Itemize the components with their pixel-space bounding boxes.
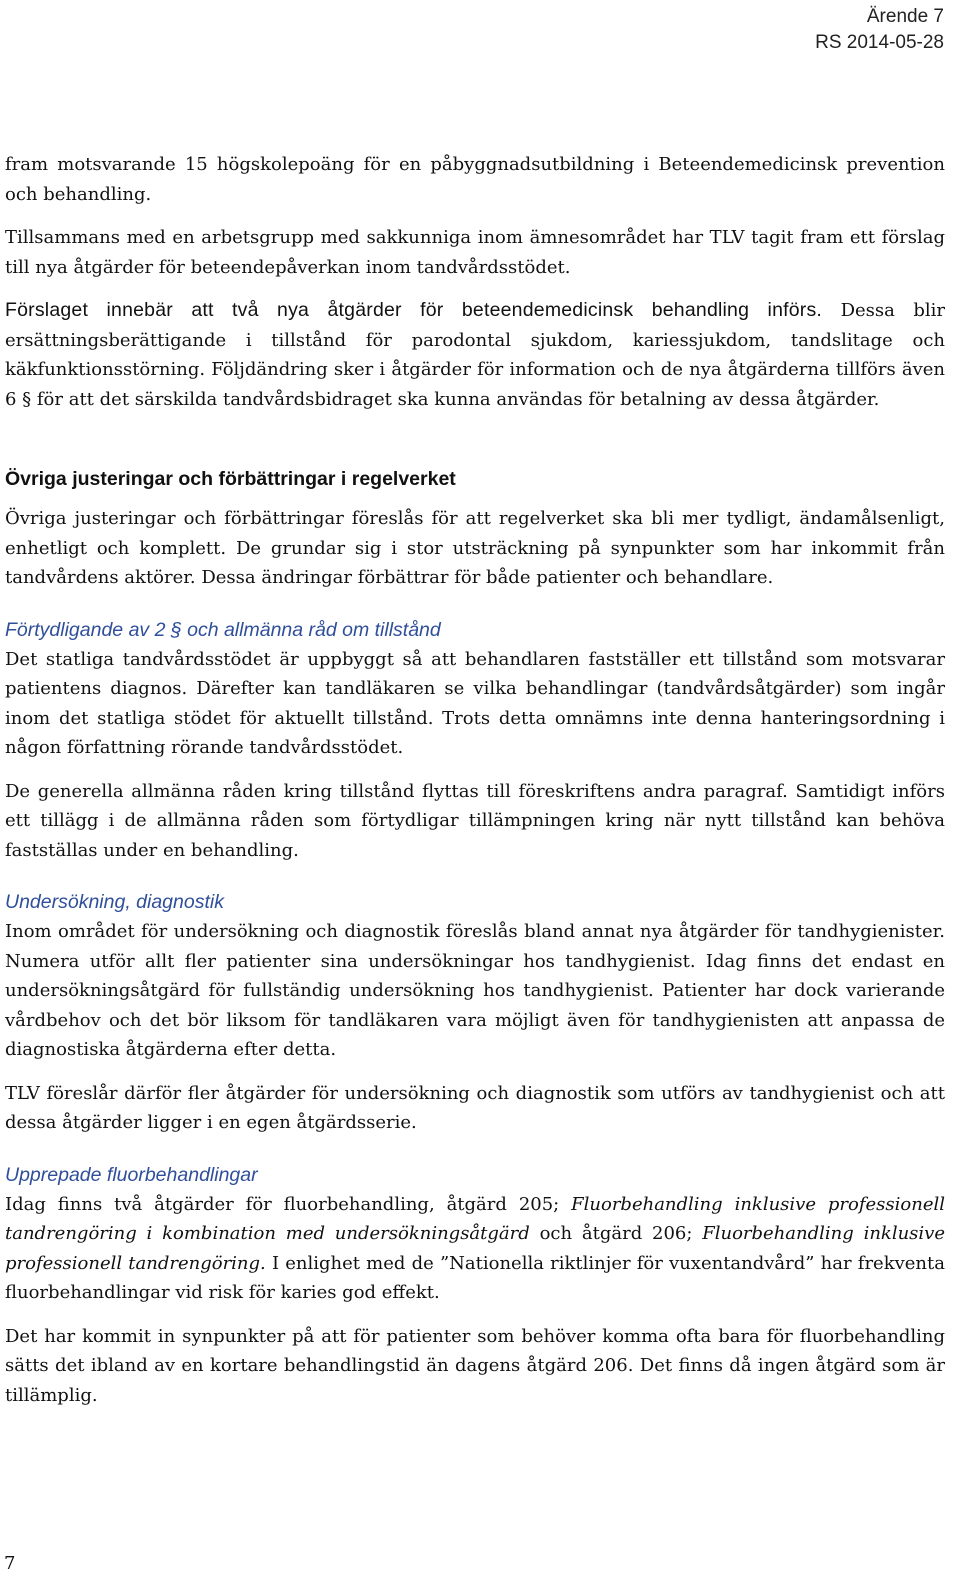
- paragraph: De generella allmänna råden kring tillstånd flyttas till föreskriftens andra paragraf. Samtidigt införs ett tillägg i de allmänna råden som förtydligar tillämpningen kring när nytt tillstånd kan behöva fastställas under en behandling.: [5, 780, 945, 861]
- page-header: [815, 4, 944, 56]
- meeting-date: RS 2014-05-28: [815, 32, 944, 53]
- paragraph-text: Dessa blir ersättningsberättigande i tillstånd för parodontal sjukdom, kariessjukdom, tandslitage och käkfunktionsstörning. Följdändring sker i åtgärder för information och de nya åtgärderna tillförs även 6 § för att det särskilda tandvårdsbidraget ska kunna användas för betalning av dessa åtgärder.: [5, 300, 946, 410]
- italic-text: Fluorbehandling inklusive professionell tandrengöring i kombination med undersökningsåtgärd: [5, 1193, 945, 1244]
- section-heading: Övriga justeringar och förbättringar i regelverket: [5, 468, 456, 490]
- sub-heading: Förtydligande av 2 § och allmänna råd om tillstånd: [5, 618, 441, 641]
- document-body: [5, 150, 945, 1424]
- paragraph: Övriga justeringar och förbättringar föreslås för att regelverket ska bli mer tydligt, ändamålsenligt, enhetligt och komplett. De grundar sig i stor utsträckning på synpunkter som har inkommit från tandvårdens aktörer. Dessa ändringar förbättrar för både patienter och behandlare.: [5, 508, 945, 588]
- paragraph: Inom området för undersökning och diagnostik föreslås bland annat nya åtgärder för tandhygienister. Numera utför allt fler patienter sina undersökningar hos tandhygienist. Idag finns det endast en undersökningsåtgärd för fullständig undersökning hos tandhygienist. Patienter har dock varierande vårdbehov och det bör liksom för tandläkaren vara möjligt även för tandhygienisten att anpassa de diagnostiska åtgärderna efter detta.: [5, 921, 945, 1060]
- case-label: Ärende 7: [866, 6, 944, 27]
- page-number: 7: [4, 1553, 16, 1574]
- paragraph-text: I enlighet med de ”Nationella riktlinjer för vuxentandvård” har frekventa fluorbehandlingar vid risk för karies god effekt.: [5, 1252, 945, 1303]
- paragraph: fram motsvarande 15 högskolepoäng för en påbyggnadsutbildning i Beteendemedicinsk prevention och behandling.: [5, 154, 945, 205]
- italic-text: Fluorbehandling inklusive professionell tandrengöring.: [5, 1223, 945, 1274]
- paragraph: TLV föreslår därför fler åtgärder för undersökning och diagnostik som utförs av tandhygienist och att dessa åtgärder ligger i en egen åtgärdsserie.: [5, 1082, 945, 1133]
- paragraph-text: Idag finns två åtgärder för fluorbehandling, åtgärd 205;: [5, 1193, 572, 1215]
- paragraph: Det statliga tandvårdsstödet är uppbyggt så att behandlaren fastställer ett tillstånd som motsvarar patientens diagnos. Därefter kan tandläkaren se vilka behandlingar (tandvårdsåtgärder) som ingår inom det statliga stödet för aktuellt tillstånd. Trots detta omnämns inte denna hanteringsordning i någon författning rörande tandvårdsstödet.: [5, 648, 945, 758]
- sub-heading: Upprepade fluorbehandlingar: [5, 1163, 258, 1186]
- sub-heading: Undersökning, diagnostik: [5, 891, 224, 913]
- paragraph: Det har kommit in synpunkter på att för patienter som behöver komma ofta bara för fluorbehandling sätts det ibland av en kortare behandlingstid än dagens åtgärd 206. Det finns då ingen åtgärd som är tillämplig.: [5, 1325, 945, 1406]
- paragraph: Tillsammans med en arbetsgrupp med sakkunniga inom ämnesområdet har TLV tagit fram ett förslag till nya åtgärder för beteendepåverkan inom tandvårdsstödet.: [5, 227, 945, 278]
- paragraph: [5, 1190, 945, 1308]
- paragraph: [5, 296, 945, 414]
- paragraph-sans-sentence: Förslaget innebär att två nya åtgärder för beteendemedicinsk behandling införs.: [5, 299, 823, 321]
- paragraph-text: och åtgärd 206;: [529, 1223, 703, 1244]
